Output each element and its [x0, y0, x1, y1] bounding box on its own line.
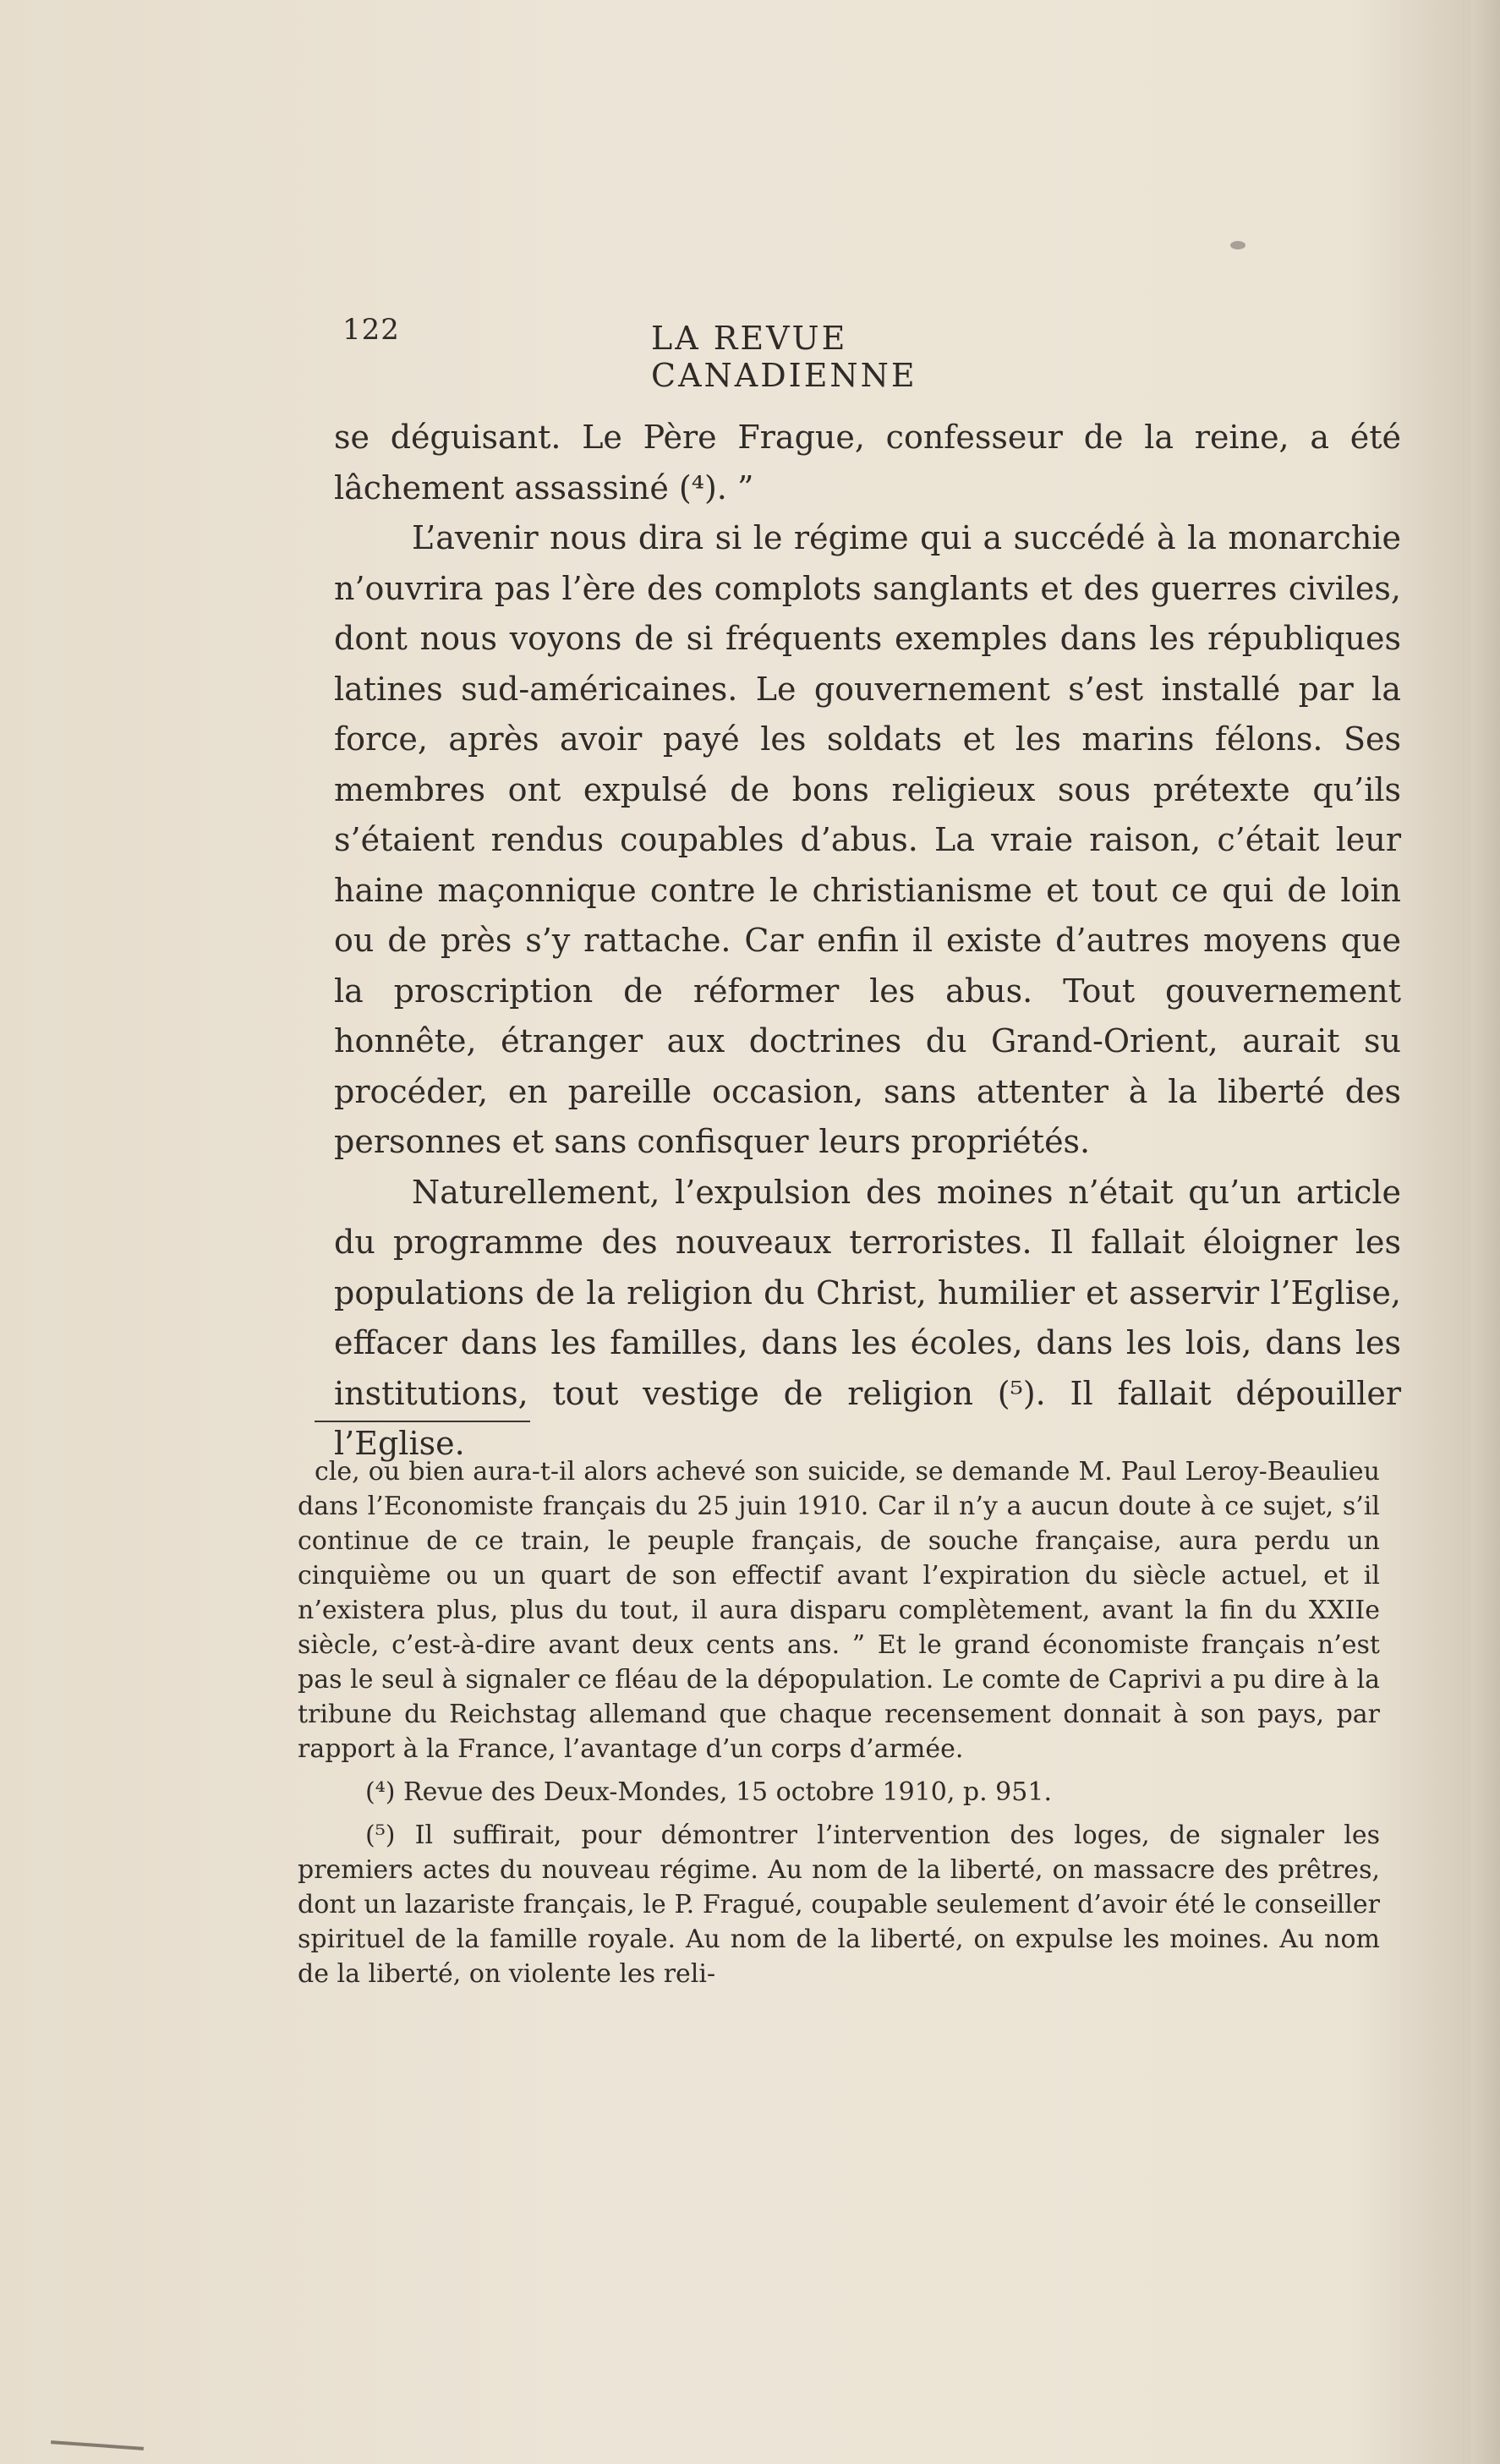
- footnote-5-mark: (⁵): [365, 1821, 396, 1850]
- footnote-4-text: Revue des Deux-Mondes, 15 octobre 1910, p. 951.: [402, 1777, 1052, 1807]
- footnote-4: [298, 1775, 1380, 1810]
- footnote-5-text: Il suffirait, pour démontrer l’intervention des loges, de signaler les premiers actes du nouveau régime. Au nom de la liberté, on massacre des prêtres, dont un lazariste français, le P. Fragué, coupable seulement d’avoir été le conseiller spirituel de la famille royale. Au nom de la liberté, on expulse les moines. Au nom de la liberté, on violente les reli-: [298, 1821, 1380, 1989]
- footnotes: [298, 1454, 1380, 2000]
- ink-smudge: [1230, 241, 1245, 249]
- paragraph-2: L’avenir nous dira si le régime qui a succédé à la monarchie n’ouvrira pas l’ère des complots sanglants et des guerres civiles, dont nous voyons de si fréquents exemples dans les républiques latines sud-américaines. Le gouvernement s’est installé par la force, après avoir payé les soldats et les marins félons. Ses membres ont expulsé de bons religieux sous prétexte qu’ils s’étaient rendus coupables d’abus. La vraie raison, c’était leur haine maçonnique contre le christianisme et tout ce qui de loin ou de près s’y rattache. Car enfin il existe d’autres moyens que la proscription de réformer les abus. Tout gouvernement honnête, étranger aux doctrines du Grand-Orient, aurait su procéder, en pareille occasion, sans attenter à la liberté des personnes et sans confisquer leurs propriétés.: [334, 519, 1401, 1160]
- page-edge-shadow: [1471, 0, 1500, 2464]
- running-title: LA REVUE CANADIENNE: [651, 320, 917, 394]
- footnote-continuation: cle, ou bien aura-t-il alors achevé son suicide, se demande M. Paul Leroy-Beaulieu dans l’Economiste français du 25 juin 1910. Car il n’y a aucun doute à ce sujet, s’il continue de ce train, le peuple français, de souche française, aura perdu un cinquième ou un quart de son effectif avant l’expiration du siècle actuel, et il n’existera plus, plus du tout, il aura disparu complètement, avant la fin du XXIIe siècle, c’est-à-dire avant deux cents ans. ” Et le grand économiste français n’est pas le seul à signaler ce fléau de la dépopulation. Le comte de Caprivi a pu dire à la tribune du Reichstag allemand que chaque recensement donnait à son pays, par rapport à la France, l’avantage d’un corps d’armée.: [298, 1457, 1380, 1764]
- page-header: [342, 313, 1120, 394]
- page-edge-line: [1462, 0, 1464, 2464]
- main-text: [334, 413, 1401, 1470]
- page-number: 122: [342, 313, 400, 347]
- footnote-4-mark: (⁴): [365, 1777, 396, 1807]
- footnote-rule: [315, 1421, 530, 1422]
- paragraph-1: se déguisant. Le Père Frague, confesseur de la reine, a été lâchement assassiné (⁴). ”: [334, 419, 1401, 506]
- footnote-5: [298, 1818, 1380, 1991]
- paragraph-3: Naturellement, l’expulsion des moines n’était qu’un article du programme des nouveaux terroristes. Il fallait éloigner les populations de la religion du Christ, humilier et asservir l’Eglise, effacer dans les familles, dans les écoles, dans les lois, dans les institutions, tout vestige de religion (⁵). Il fallait dépouiller l’Eglise.: [334, 1173, 1401, 1462]
